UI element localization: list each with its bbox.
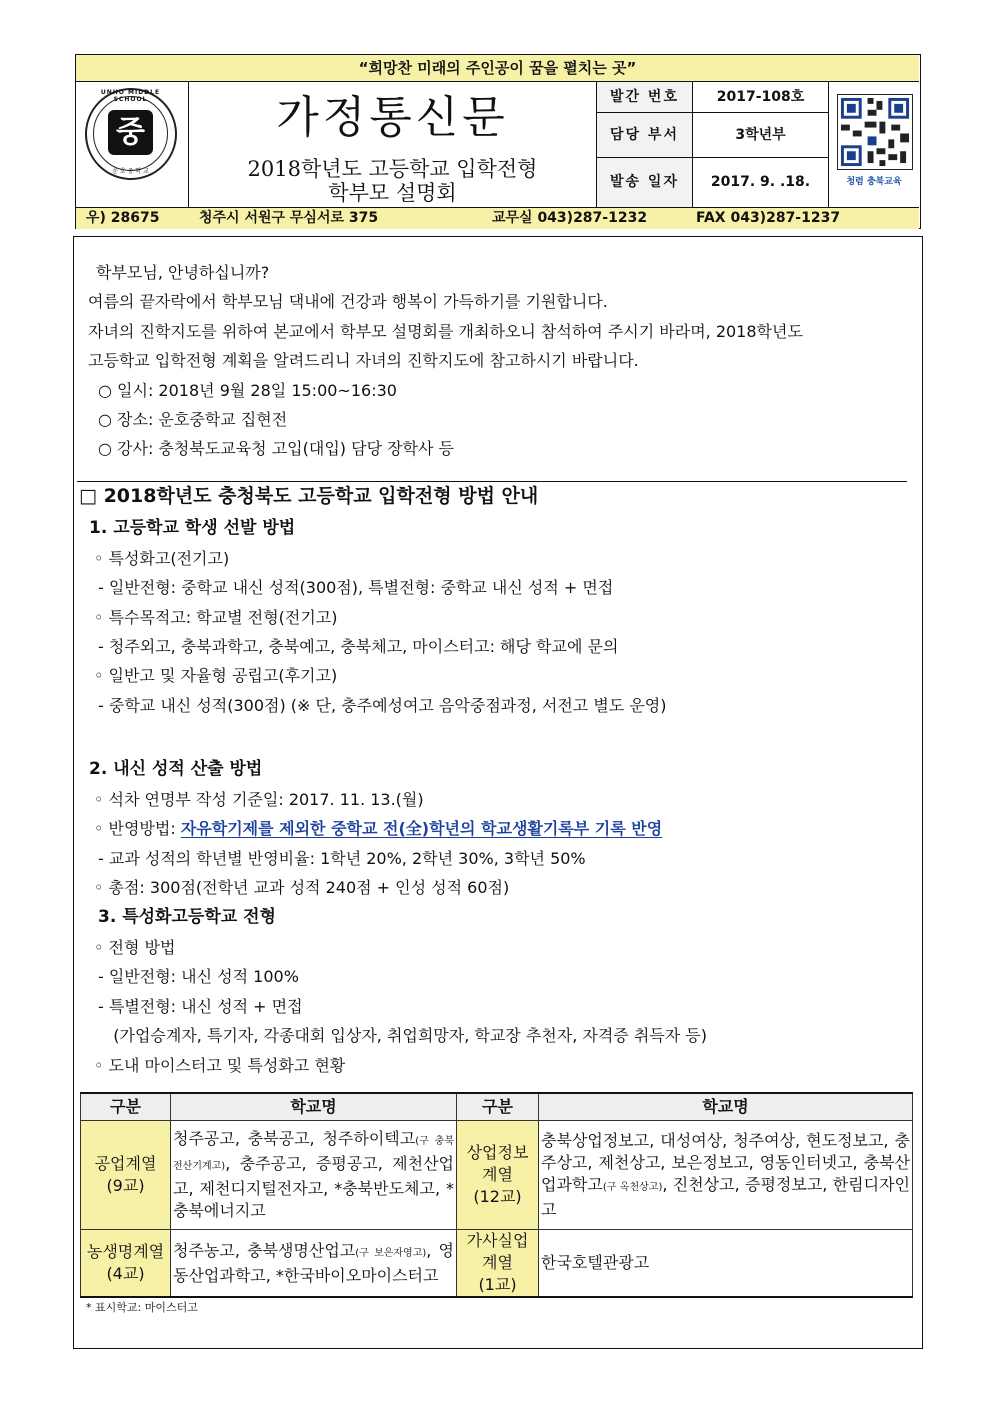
address-zip: 우) 28675 — [86, 210, 160, 226]
qr-caption: 청렴 충북교육 — [846, 177, 902, 187]
event-date: ○ 일시: 2018년 9월 28일 15:00~16:30 — [98, 381, 397, 400]
table-header: 구분 — [457, 1093, 539, 1121]
greeting: 학부모님, 안녕하십니까? — [96, 263, 270, 282]
qr-code-icon — [837, 94, 913, 170]
school-list: , 영동산업과학고, *한국바이오마이스터고 — [173, 1240, 454, 1285]
send-date-label: 발송 일자 — [597, 158, 693, 207]
s3-item: - 특별전형: 내신 성적 + 면접 — [98, 997, 303, 1016]
address-street: 청주시 서원구 무심서로 375 — [199, 210, 379, 226]
s3-item: (가업승계자, 특기자, 각종대회 입상자, 취업희망자, 학교장 추천자, 자격증 취득자 등) — [98, 1026, 707, 1045]
s1-item: ◦ 특성화고(전기고) — [94, 549, 230, 568]
category-count: (9교) — [106, 1176, 145, 1195]
school-list-note: (구 충북전산기계고) — [173, 1136, 454, 1172]
send-date-value: 2017. 9. .18. — [693, 158, 829, 207]
department-label: 담당 부서 — [597, 113, 693, 158]
event-speaker: ○ 강사: 충청북도교육청 고입(대입) 담당 장학사 등 — [98, 439, 455, 458]
newsletter-subtitle-line2: 학부모 설명회 — [328, 181, 457, 205]
qr-cell — [829, 82, 919, 207]
category-name: 상업정보계열 — [466, 1143, 529, 1184]
school-list: 청주공고, 충북공고, 청주하이텍고 — [173, 1129, 416, 1148]
newsletter-subtitle-line1: 2018학년도 고등학교 입학전형 — [247, 157, 538, 181]
s3-item: ◦ 도내 마이스터고 및 특성화고 현황 — [94, 1056, 346, 1075]
content-frame — [73, 236, 923, 1349]
s2-ratio: - 교과 성적의 학년별 반영비율: 1학년 20%, 2학년 30%, 3학년 50% — [98, 849, 586, 868]
logo-cell — [76, 82, 189, 207]
department-value: 3학년부 — [693, 113, 829, 158]
s2-heading: 2. 내신 성적 산출 방법 — [89, 759, 263, 779]
logo-bottom-text: 운 호 중 학 교 — [112, 168, 149, 175]
category-count: (1교) — [478, 1275, 517, 1294]
s2-method-value: 자유학기제를 제외한 중학교 전(全)학년의 학교생활기록부 기록 반영 — [180, 819, 663, 838]
table-header: 학교명 — [171, 1093, 457, 1121]
s2-method — [94, 818, 662, 840]
school-slogan: “희망찬 미래의 주인공이 꿈을 펼치는 곳” — [76, 55, 919, 82]
category-count: (12교) — [473, 1187, 522, 1206]
footnote: * 표시학교: 마이스터고 — [86, 1301, 198, 1314]
logo-mark: 중 — [108, 110, 153, 155]
category-cell — [81, 1121, 171, 1230]
s1-item: - 청주외고, 충북과학고, 충북예고, 충북체고, 마이스터고: 해당 학교에 문의 — [98, 637, 619, 656]
s2-base-date: ◦ 석차 연명부 작성 기준일: 2017. 11. 13.(월) — [94, 790, 424, 809]
s2-method-label: ◦ 반영방법: — [94, 819, 181, 838]
issue-number-label: 발간 번호 — [597, 82, 693, 113]
school-list: 충북상업정보고, 대성여상, 청주여상, 현도정보고, 충주상고, 제천상고, 보은정보고, 영동인터넷고, 충북산업과학고 — [541, 1130, 910, 1194]
category-name: 농생명계열 — [86, 1242, 165, 1261]
school-list-cell — [171, 1121, 457, 1230]
school-logo — [85, 88, 177, 180]
table-header: 학교명 — [539, 1093, 913, 1121]
category-cell — [81, 1230, 171, 1298]
table-row — [81, 1121, 913, 1230]
s1-item: - 중학교 내신 성적(300점) (※ 단, 충주예성여고 음악중점과정, 서전고 별도 운영) — [98, 696, 667, 715]
event-place: ○ 장소: 운호중학교 집현전 — [98, 410, 288, 429]
s3-item: ◦ 전형 방법 — [94, 938, 176, 957]
section-divider — [77, 481, 907, 482]
table-header: 구분 — [81, 1093, 171, 1121]
school-list-note: (구 옥천상고) — [602, 1181, 663, 1193]
school-list: , 충주공고, 증평공고, 제천산업고, 제천디지털전자고, *충북반도체고, *충북에너지고 — [173, 1154, 454, 1220]
s1-item: ◦ 일반고 및 자율형 공립고(후기고) — [94, 666, 338, 685]
s1-heading: 1. 고등학교 학생 선발 방법 — [89, 518, 296, 538]
school-list: 청주농고, 충북생명산업고 — [173, 1240, 356, 1260]
school-list-note: (구 보은자영고) — [355, 1247, 427, 1259]
issue-number-value: 2017-108호 — [693, 82, 829, 113]
table-row — [81, 1230, 913, 1298]
s1-item: - 일반전형: 중학교 내신 성적(300점), 특별전형: 중학교 내신 성적 + 면접 — [98, 578, 614, 597]
school-status-table — [80, 1092, 913, 1298]
logo-top-text: UNHO MIDDLE SCHOOL — [100, 89, 161, 103]
category-name: 공업계열 — [94, 1154, 157, 1173]
newsletter-header — [75, 54, 921, 229]
category-cell — [457, 1230, 539, 1298]
office-phone: 교무실 043)287-1232 — [492, 210, 648, 226]
intro-line3: 고등학교 입학전형 계획을 알려드리니 자녀의 진학지도에 참고하시기 바랍니다. — [88, 351, 639, 370]
category-name: 가사실업계열 — [466, 1231, 529, 1272]
address-bar — [76, 207, 919, 229]
s3-item: - 일반전형: 내신 성적 100% — [98, 967, 299, 986]
school-list-cell: 한국호텔관광고 — [539, 1230, 913, 1298]
school-list-cell — [171, 1230, 457, 1298]
title-cell — [189, 82, 597, 207]
fax-number: FAX 043)287-1237 — [696, 210, 841, 226]
category-cell — [457, 1121, 539, 1230]
s3-heading: 3. 특성화고등학교 전형 — [98, 907, 276, 927]
newsletter-title: 가정통신문 — [276, 92, 509, 143]
s1-item: ◦ 특수목적고: 학교별 전형(전기고) — [94, 608, 338, 627]
intro-line1: 여름의 끝자락에서 학부모님 댁내에 건강과 행복이 가득하기를 기원합니다. — [88, 292, 608, 311]
s2-total: ◦ 총점: 300점(전학년 교과 성적 240점 + 인성 성적 60점) — [94, 878, 510, 897]
school-list: , 진천상고, 증평정보고, 한림디자인고 — [541, 1174, 910, 1219]
category-count: (4교) — [106, 1264, 145, 1283]
section-title: □ 2018학년도 충청북도 고등학교 입학전형 방법 안내 — [79, 485, 539, 507]
school-list-cell — [539, 1121, 913, 1230]
intro-line2: 자녀의 진학지도를 위하여 본교에서 학부모 설명회를 개최하오니 참석하여 주시기 바라며, 2018학년도 — [88, 322, 803, 341]
table-header-row — [81, 1093, 913, 1121]
